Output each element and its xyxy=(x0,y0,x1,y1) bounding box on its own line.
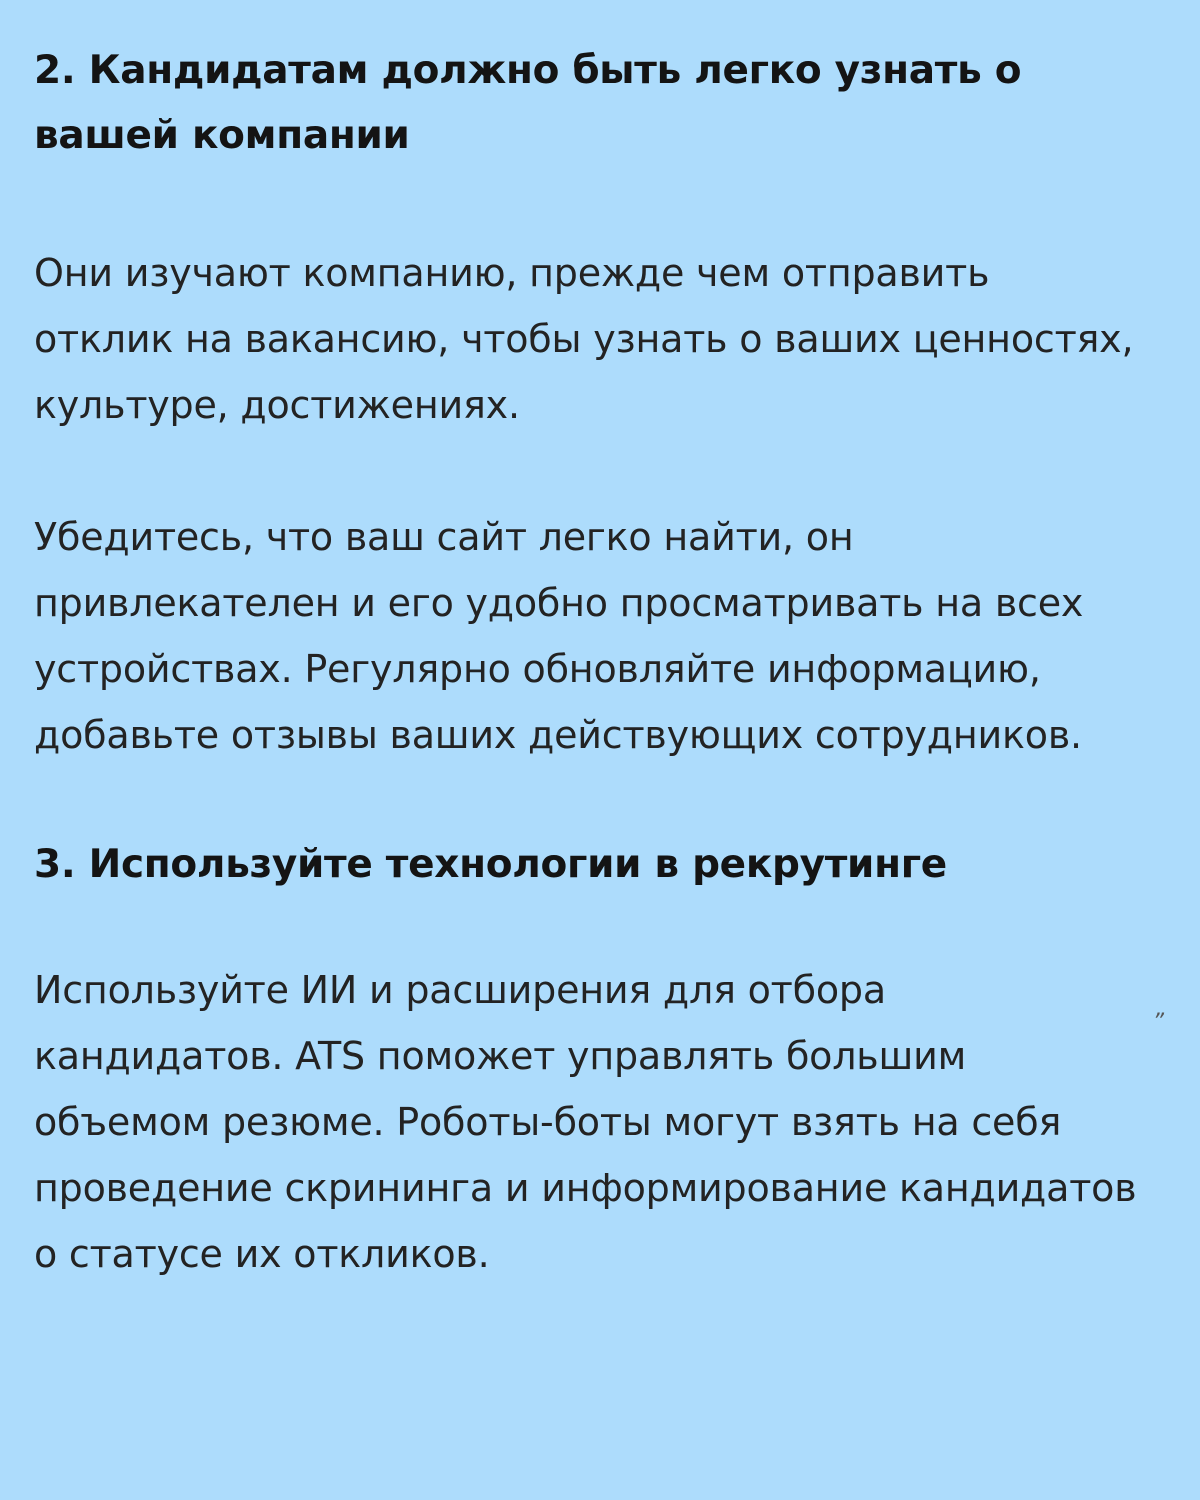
corner-quote-mark: ” xyxy=(1152,1010,1164,1035)
section-3-heading: 3. Используйте технологии в рекрутинге xyxy=(34,842,947,887)
section-2-heading: 2. Кандидатам должно быть легко узнать о вашей компании xyxy=(34,48,1022,158)
section-2-paragraph-1: Они изучают компанию, прежде чем отправить отклик на вакансию, чтобы узнать о ваших ценностях, культуре, достижениях. xyxy=(34,251,1134,427)
section-2-paragraph-2: Убедитесь, что ваш сайт легко найти, он привлекателен и его удобно просматривать на всех устройствах. Регулярно обновляйте информацию, добавьте отзывы ваших действующих сотрудников. xyxy=(34,515,1084,757)
section-3-paragraph-1: Используйте ИИ и расширения для отбора кандидатов. ATS поможет управлять большим объемом резюме. Роботы-боты могут взять на себя проведение скрининга и информирование кандидатов о статусе их откликов. xyxy=(34,968,1137,1276)
